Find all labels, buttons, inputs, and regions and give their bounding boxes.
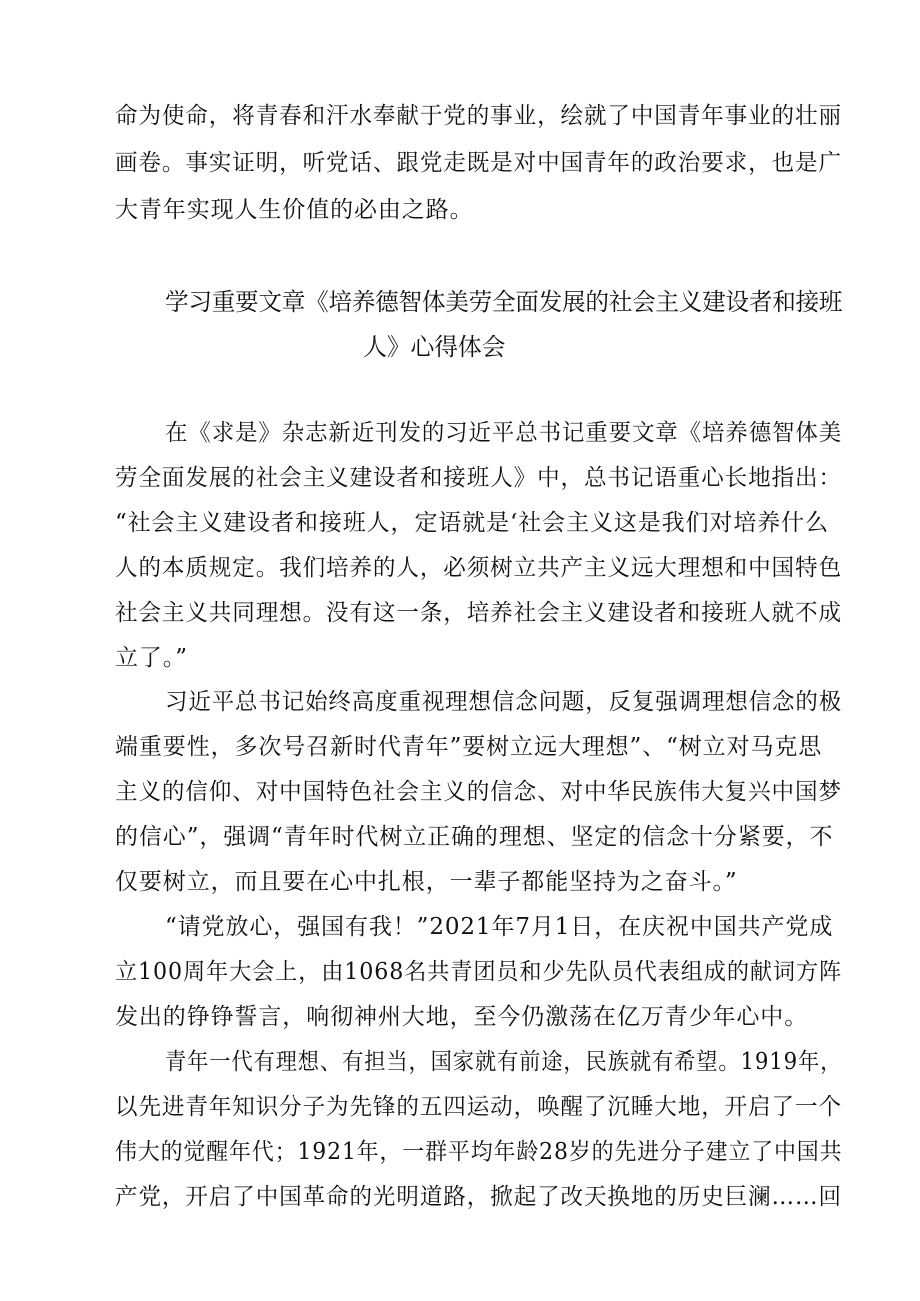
paragraph-line: 以先进青年知识分子为先锋的五四运动，唤醒了沉睡大地，开启了一个 [115, 1094, 842, 1120]
paragraph-line: 习近平总书记始终高度重视理想信念问题，反复强调理想信念的极 [165, 689, 843, 715]
intro-line: 命为使命，将青春和汗水奉献于党的事业，绘就了中国青年事业的壮丽 [115, 103, 842, 129]
paragraph-line: 发出的铮铮誓言，响彻神州大地，至今仍激荡在亿万青少年心中。 [115, 1004, 809, 1030]
paragraph-line: 在《求是》杂志新近刊发的习近平总书记重要文章《培养德智体美 [165, 420, 843, 446]
paragraph-line: “社会主义建设者和接班人，定语就是‘社会主义这是我们对培养什么 [115, 510, 829, 536]
intro-line: 画卷。事实证明，听党话、跟党走既是对中国青年的政治要求，也是广 [115, 150, 842, 176]
paragraph-line: 仅要树立，而且要在心中扎根，一辈子都能坚持为之奋斗。” [115, 869, 738, 895]
paragraph-line: 社会主义共同理想。没有这一条，培养社会主义建设者和接班人就不成 [115, 600, 842, 626]
paragraph-line: “请党放心，强国有我！”2021年7月1日，在庆祝中国共产党成 [165, 914, 834, 940]
article-title-line: 学习重要文章《培养德智体美劳全面发展的社会主义建设者和接班 [165, 288, 843, 316]
paragraph-line: 产党，开启了中国革命的光明道路，掀起了改天换地的历史巨澜……回 [115, 1184, 842, 1210]
paragraph-line: 端重要性，多次号召新时代青年”要树立远大理想”、“树立对马克思 [115, 734, 823, 760]
paragraph-line: 立100周年大会上，由1068名共青团员和少先队员代表组成的献词方阵 [115, 959, 843, 985]
paragraph-line: 主义的信仰、对中国特色社会主义的信念、对中华民族伟大复兴中国梦 [115, 779, 842, 805]
paragraph-line: 青年一代有理想、有担当，国家就有前途，民族就有希望。1919年， [165, 1049, 843, 1075]
paragraph-line: 人的本质规定。我们培养的人，必须树立共产主义远大理想和中国特色 [115, 555, 842, 581]
paragraph-line: 立了。” [115, 645, 188, 671]
paragraph-line: 的信心”，强调“青年时代树立正确的理想、坚定的信念十分紧要，不 [115, 824, 834, 850]
intro-line: 大青年实现人生价值的必由之路。 [115, 197, 474, 223]
article-title-line: 人》心得体会 [363, 333, 506, 361]
paragraph-line: 伟大的觉醒年代；1921年，一群平均年龄28岁的先进分子建立了中国共 [115, 1139, 843, 1165]
paragraph-line: 劳全面发展的社会主义建设者和接班人》中，总书记语重心长地指出： [115, 465, 842, 491]
